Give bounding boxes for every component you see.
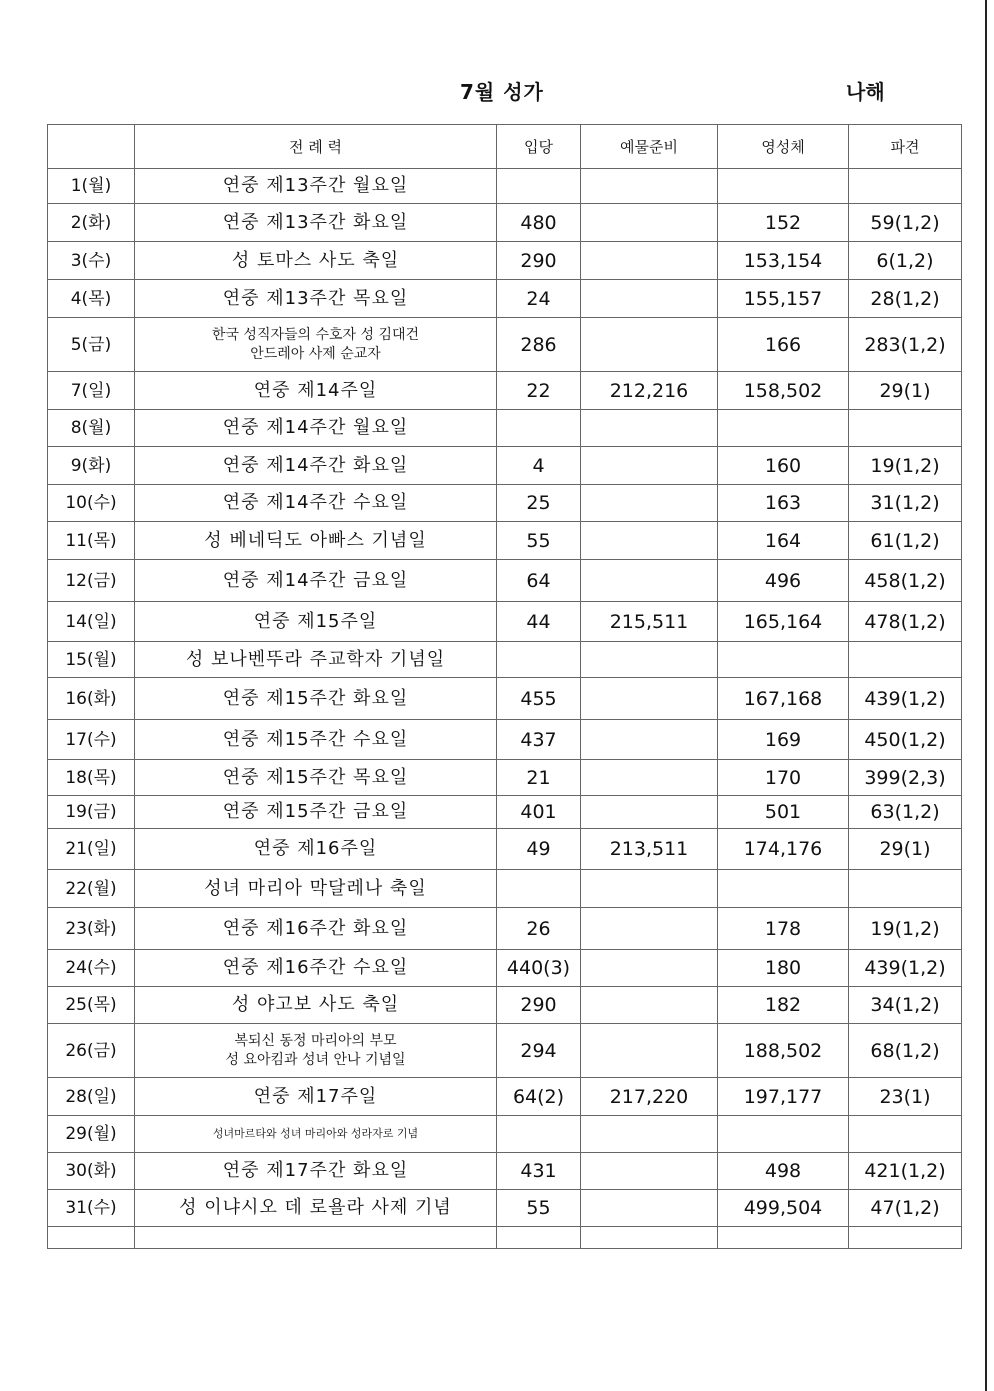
table-row: [48, 447, 962, 485]
cell-entrance: 480: [497, 204, 581, 242]
cell-feast: 연중 제15주일: [135, 602, 497, 642]
cell-day: 19(금): [48, 796, 135, 829]
cell-dismissal: 61(1,2): [849, 522, 962, 560]
cell-communion: 180: [718, 950, 849, 987]
cell-entrance: 440(3): [497, 950, 581, 987]
cell-dismissal: 29(1): [849, 829, 962, 870]
header-offertory: 예물준비: [581, 125, 718, 169]
cell-offertory: [581, 560, 718, 602]
page-title: 7월 성가: [460, 80, 544, 104]
cell-entrance: 26: [497, 908, 581, 950]
table-row: [48, 372, 962, 410]
table-row: [48, 602, 962, 642]
cell-feast: [135, 1024, 497, 1078]
cell-offertory: 213,511: [581, 829, 718, 870]
cell-offertory: [581, 642, 718, 678]
cell-offertory: 212,216: [581, 372, 718, 410]
table-row: [48, 1024, 962, 1078]
cell-dismissal: 450(1,2): [849, 720, 962, 760]
cell-feast: 연중 제13주간 월요일: [135, 169, 497, 204]
table-body: [48, 125, 962, 1249]
cell-entrance: 290: [497, 987, 581, 1024]
table-row: [48, 642, 962, 678]
cell-offertory: [581, 522, 718, 560]
cell-entrance: 294: [497, 1024, 581, 1078]
cell-day: 11(목): [48, 522, 135, 560]
cell-offertory: [581, 485, 718, 522]
cell-offertory: [581, 410, 718, 447]
table-row: [48, 720, 962, 760]
cell-feast: 성 토마스 사도 축일: [135, 242, 497, 280]
empty-row: [48, 1227, 962, 1249]
cell-dismissal: 23(1): [849, 1078, 962, 1116]
cell-offertory: [581, 1116, 718, 1153]
cell-day: 29(월): [48, 1116, 135, 1153]
cell-dismissal: [849, 870, 962, 908]
cell-day: 4(목): [48, 280, 135, 318]
cell-feast: 연중 제17주간 화요일: [135, 1153, 497, 1190]
cell-dismissal: 19(1,2): [849, 447, 962, 485]
cell-offertory: [581, 204, 718, 242]
cell-communion: 158,502: [718, 372, 849, 410]
cell-entrance: 55: [497, 522, 581, 560]
table-row: [48, 1116, 962, 1153]
cell-communion: 155,157: [718, 280, 849, 318]
cell-day: 30(화): [48, 1153, 135, 1190]
cell-communion: 164: [718, 522, 849, 560]
cell-feast: 연중 제17주일: [135, 1078, 497, 1116]
cell-entrance: [497, 410, 581, 447]
cell-day: 14(일): [48, 602, 135, 642]
table-row: [48, 204, 962, 242]
cell-dismissal: 439(1,2): [849, 950, 962, 987]
cell-dismissal: 28(1,2): [849, 280, 962, 318]
cell-feast: 성 보나벤뚜라 주교학자 기념일: [135, 642, 497, 678]
table-row: [48, 410, 962, 447]
cell-communion: 182: [718, 987, 849, 1024]
cell-communion: 152: [718, 204, 849, 242]
cell-offertory: [581, 987, 718, 1024]
cell-communion: 499,504: [718, 1190, 849, 1227]
cell-entrance: 401: [497, 796, 581, 829]
cell-day: 31(수): [48, 1190, 135, 1227]
cell-day: 15(월): [48, 642, 135, 678]
cell-entrance: [497, 870, 581, 908]
cell-offertory: [581, 950, 718, 987]
cell-day: 18(목): [48, 760, 135, 796]
cell-communion: [718, 1116, 849, 1153]
cell-communion: 169: [718, 720, 849, 760]
cell-entrance: 55: [497, 1190, 581, 1227]
cell-dismissal: [849, 410, 962, 447]
table-row: [48, 870, 962, 908]
cell-dismissal: 63(1,2): [849, 796, 962, 829]
cell-dismissal: 458(1,2): [849, 560, 962, 602]
cell-dismissal: 399(2,3): [849, 760, 962, 796]
cell-offertory: [581, 447, 718, 485]
feast-line-1: 복되신 동정 마리아의 부모: [234, 1032, 397, 1049]
cell-entrance: 21: [497, 760, 581, 796]
table-row: [48, 908, 962, 950]
cell-communion: 174,176: [718, 829, 849, 870]
cell-offertory: [581, 318, 718, 372]
cell-entrance: 455: [497, 678, 581, 720]
cell-dismissal: 19(1,2): [849, 908, 962, 950]
cell-entrance: 64: [497, 560, 581, 602]
table-row: [48, 1190, 962, 1227]
cell-offertory: [581, 760, 718, 796]
table-row: [48, 318, 962, 372]
cell-offertory: 215,511: [581, 602, 718, 642]
cell-entrance: 44: [497, 602, 581, 642]
header-day: [48, 125, 135, 169]
table-row: [48, 1153, 962, 1190]
cell-feast: 연중 제16주일: [135, 829, 497, 870]
header-entrance: 입당: [497, 125, 581, 169]
cell-day: 21(일): [48, 829, 135, 870]
cell-offertory: [581, 908, 718, 950]
cell-feast: 연중 제15주간 수요일: [135, 720, 497, 760]
cell-communion: 178: [718, 908, 849, 950]
cell-feast: 연중 제14주일: [135, 372, 497, 410]
cell-dismissal: [849, 1116, 962, 1153]
cell-feast: 성녀 마리아 막달레나 축일: [135, 870, 497, 908]
cell-dismissal: 31(1,2): [849, 485, 962, 522]
cell-feast: 연중 제16주간 화요일: [135, 908, 497, 950]
cell-empty: [48, 1227, 135, 1249]
table-row: [48, 560, 962, 602]
table-row: [48, 522, 962, 560]
cell-entrance: [497, 169, 581, 204]
cell-feast: 연중 제14주간 월요일: [135, 410, 497, 447]
cell-day: 23(화): [48, 908, 135, 950]
cell-offertory: [581, 720, 718, 760]
cell-communion: 166: [718, 318, 849, 372]
cell-entrance: 290: [497, 242, 581, 280]
cell-day: 16(화): [48, 678, 135, 720]
cell-feast: 성 이냐시오 데 로욜라 사제 기념: [135, 1190, 497, 1227]
table-row: [48, 242, 962, 280]
cell-offertory: [581, 169, 718, 204]
cell-dismissal: 47(1,2): [849, 1190, 962, 1227]
cell-communion: 498: [718, 1153, 849, 1190]
feast-line-2: 성 요아킴과 성녀 안나 기념일: [225, 1051, 406, 1068]
cell-dismissal: 439(1,2): [849, 678, 962, 720]
cell-communion: 163: [718, 485, 849, 522]
cell-entrance: 4: [497, 447, 581, 485]
cell-communion: 165,164: [718, 602, 849, 642]
header-communion: 영성체: [718, 125, 849, 169]
cell-feast: 연중 제13주간 목요일: [135, 280, 497, 318]
table-row: [48, 760, 962, 796]
table-header-row: [48, 125, 962, 169]
cell-dismissal: 283(1,2): [849, 318, 962, 372]
table-row: [48, 1078, 962, 1116]
cell-feast: 연중 제15주간 금요일: [135, 796, 497, 829]
cell-entrance: 22: [497, 372, 581, 410]
cell-offertory: [581, 280, 718, 318]
cell-offertory: [581, 870, 718, 908]
cell-feast: 연중 제15주간 목요일: [135, 760, 497, 796]
cell-feast: 연중 제14주간 금요일: [135, 560, 497, 602]
cell-communion: [718, 169, 849, 204]
feast-line-2: 안드레아 사제 순교자: [250, 345, 381, 362]
cell-entrance: 286: [497, 318, 581, 372]
cell-day: 2(화): [48, 204, 135, 242]
cell-entrance: 25: [497, 485, 581, 522]
liturgical-year: 나해: [846, 80, 885, 104]
cell-entrance: 64(2): [497, 1078, 581, 1116]
cell-day: 24(수): [48, 950, 135, 987]
cell-empty: [718, 1227, 849, 1249]
cell-feast: 성녀마르타와 성녀 마리아와 성라자로 기념: [135, 1116, 497, 1153]
table-row: [48, 169, 962, 204]
cell-feast: 성 야고보 사도 축일: [135, 987, 497, 1024]
cell-communion: 188,502: [718, 1024, 849, 1078]
cell-dismissal: 29(1): [849, 372, 962, 410]
cell-day: 7(일): [48, 372, 135, 410]
table-row: [48, 950, 962, 987]
cell-empty: [497, 1227, 581, 1249]
cell-empty: [849, 1227, 962, 1249]
cell-entrance: 437: [497, 720, 581, 760]
cell-communion: 496: [718, 560, 849, 602]
cell-offertory: [581, 1190, 718, 1227]
cell-day: 3(수): [48, 242, 135, 280]
cell-empty: [135, 1227, 497, 1249]
cell-day: 8(월): [48, 410, 135, 447]
cell-day: 25(목): [48, 987, 135, 1024]
cell-communion: 167,168: [718, 678, 849, 720]
cell-day: 5(금): [48, 318, 135, 372]
cell-feast: 연중 제14주간 수요일: [135, 485, 497, 522]
cell-dismissal: 421(1,2): [849, 1153, 962, 1190]
cell-communion: 197,177: [718, 1078, 849, 1116]
cell-offertory: [581, 1153, 718, 1190]
cell-day: 17(수): [48, 720, 135, 760]
cell-communion: [718, 410, 849, 447]
header-dismissal: 파견: [849, 125, 962, 169]
cell-feast: 연중 제16주간 수요일: [135, 950, 497, 987]
table-row: [48, 829, 962, 870]
cell-dismissal: [849, 642, 962, 678]
table-row: [48, 987, 962, 1024]
cell-communion: 170: [718, 760, 849, 796]
feast-line-1: 한국 성직자들의 수호자 성 김대건: [211, 326, 420, 343]
table-row: [48, 280, 962, 318]
cell-dismissal: 34(1,2): [849, 987, 962, 1024]
table-row: [48, 678, 962, 720]
cell-feast: 연중 제14주간 화요일: [135, 447, 497, 485]
cell-entrance: 49: [497, 829, 581, 870]
cell-communion: [718, 642, 849, 678]
cell-offertory: [581, 242, 718, 280]
cell-day: 12(금): [48, 560, 135, 602]
cell-day: 28(일): [48, 1078, 135, 1116]
cell-day: 1(월): [48, 169, 135, 204]
table-row: [48, 796, 962, 829]
cell-day: 9(화): [48, 447, 135, 485]
cell-offertory: 217,220: [581, 1078, 718, 1116]
cell-communion: [718, 870, 849, 908]
cell-dismissal: 6(1,2): [849, 242, 962, 280]
cell-offertory: [581, 678, 718, 720]
cell-entrance: [497, 1116, 581, 1153]
cell-dismissal: 68(1,2): [849, 1024, 962, 1078]
cell-dismissal: 59(1,2): [849, 204, 962, 242]
cell-feast: 연중 제13주간 화요일: [135, 204, 497, 242]
table-row: [48, 485, 962, 522]
cell-communion: 501: [718, 796, 849, 829]
cell-feast: 성 베네딕도 아빠스 기념일: [135, 522, 497, 560]
header-liturgical-calendar: 전 례 력: [135, 125, 497, 169]
cell-offertory: [581, 1024, 718, 1078]
cell-empty: [581, 1227, 718, 1249]
cell-entrance: 24: [497, 280, 581, 318]
cell-entrance: [497, 642, 581, 678]
hymn-schedule-table: [47, 124, 962, 1249]
cell-feast: [135, 318, 497, 372]
cell-dismissal: 478(1,2): [849, 602, 962, 642]
cell-dismissal: [849, 169, 962, 204]
cell-offertory: [581, 796, 718, 829]
cell-feast: 연중 제15주간 화요일: [135, 678, 497, 720]
cell-day: 26(금): [48, 1024, 135, 1078]
cell-communion: 153,154: [718, 242, 849, 280]
cell-day: 22(월): [48, 870, 135, 908]
cell-communion: 160: [718, 447, 849, 485]
cell-day: 10(수): [48, 485, 135, 522]
cell-entrance: 431: [497, 1153, 581, 1190]
